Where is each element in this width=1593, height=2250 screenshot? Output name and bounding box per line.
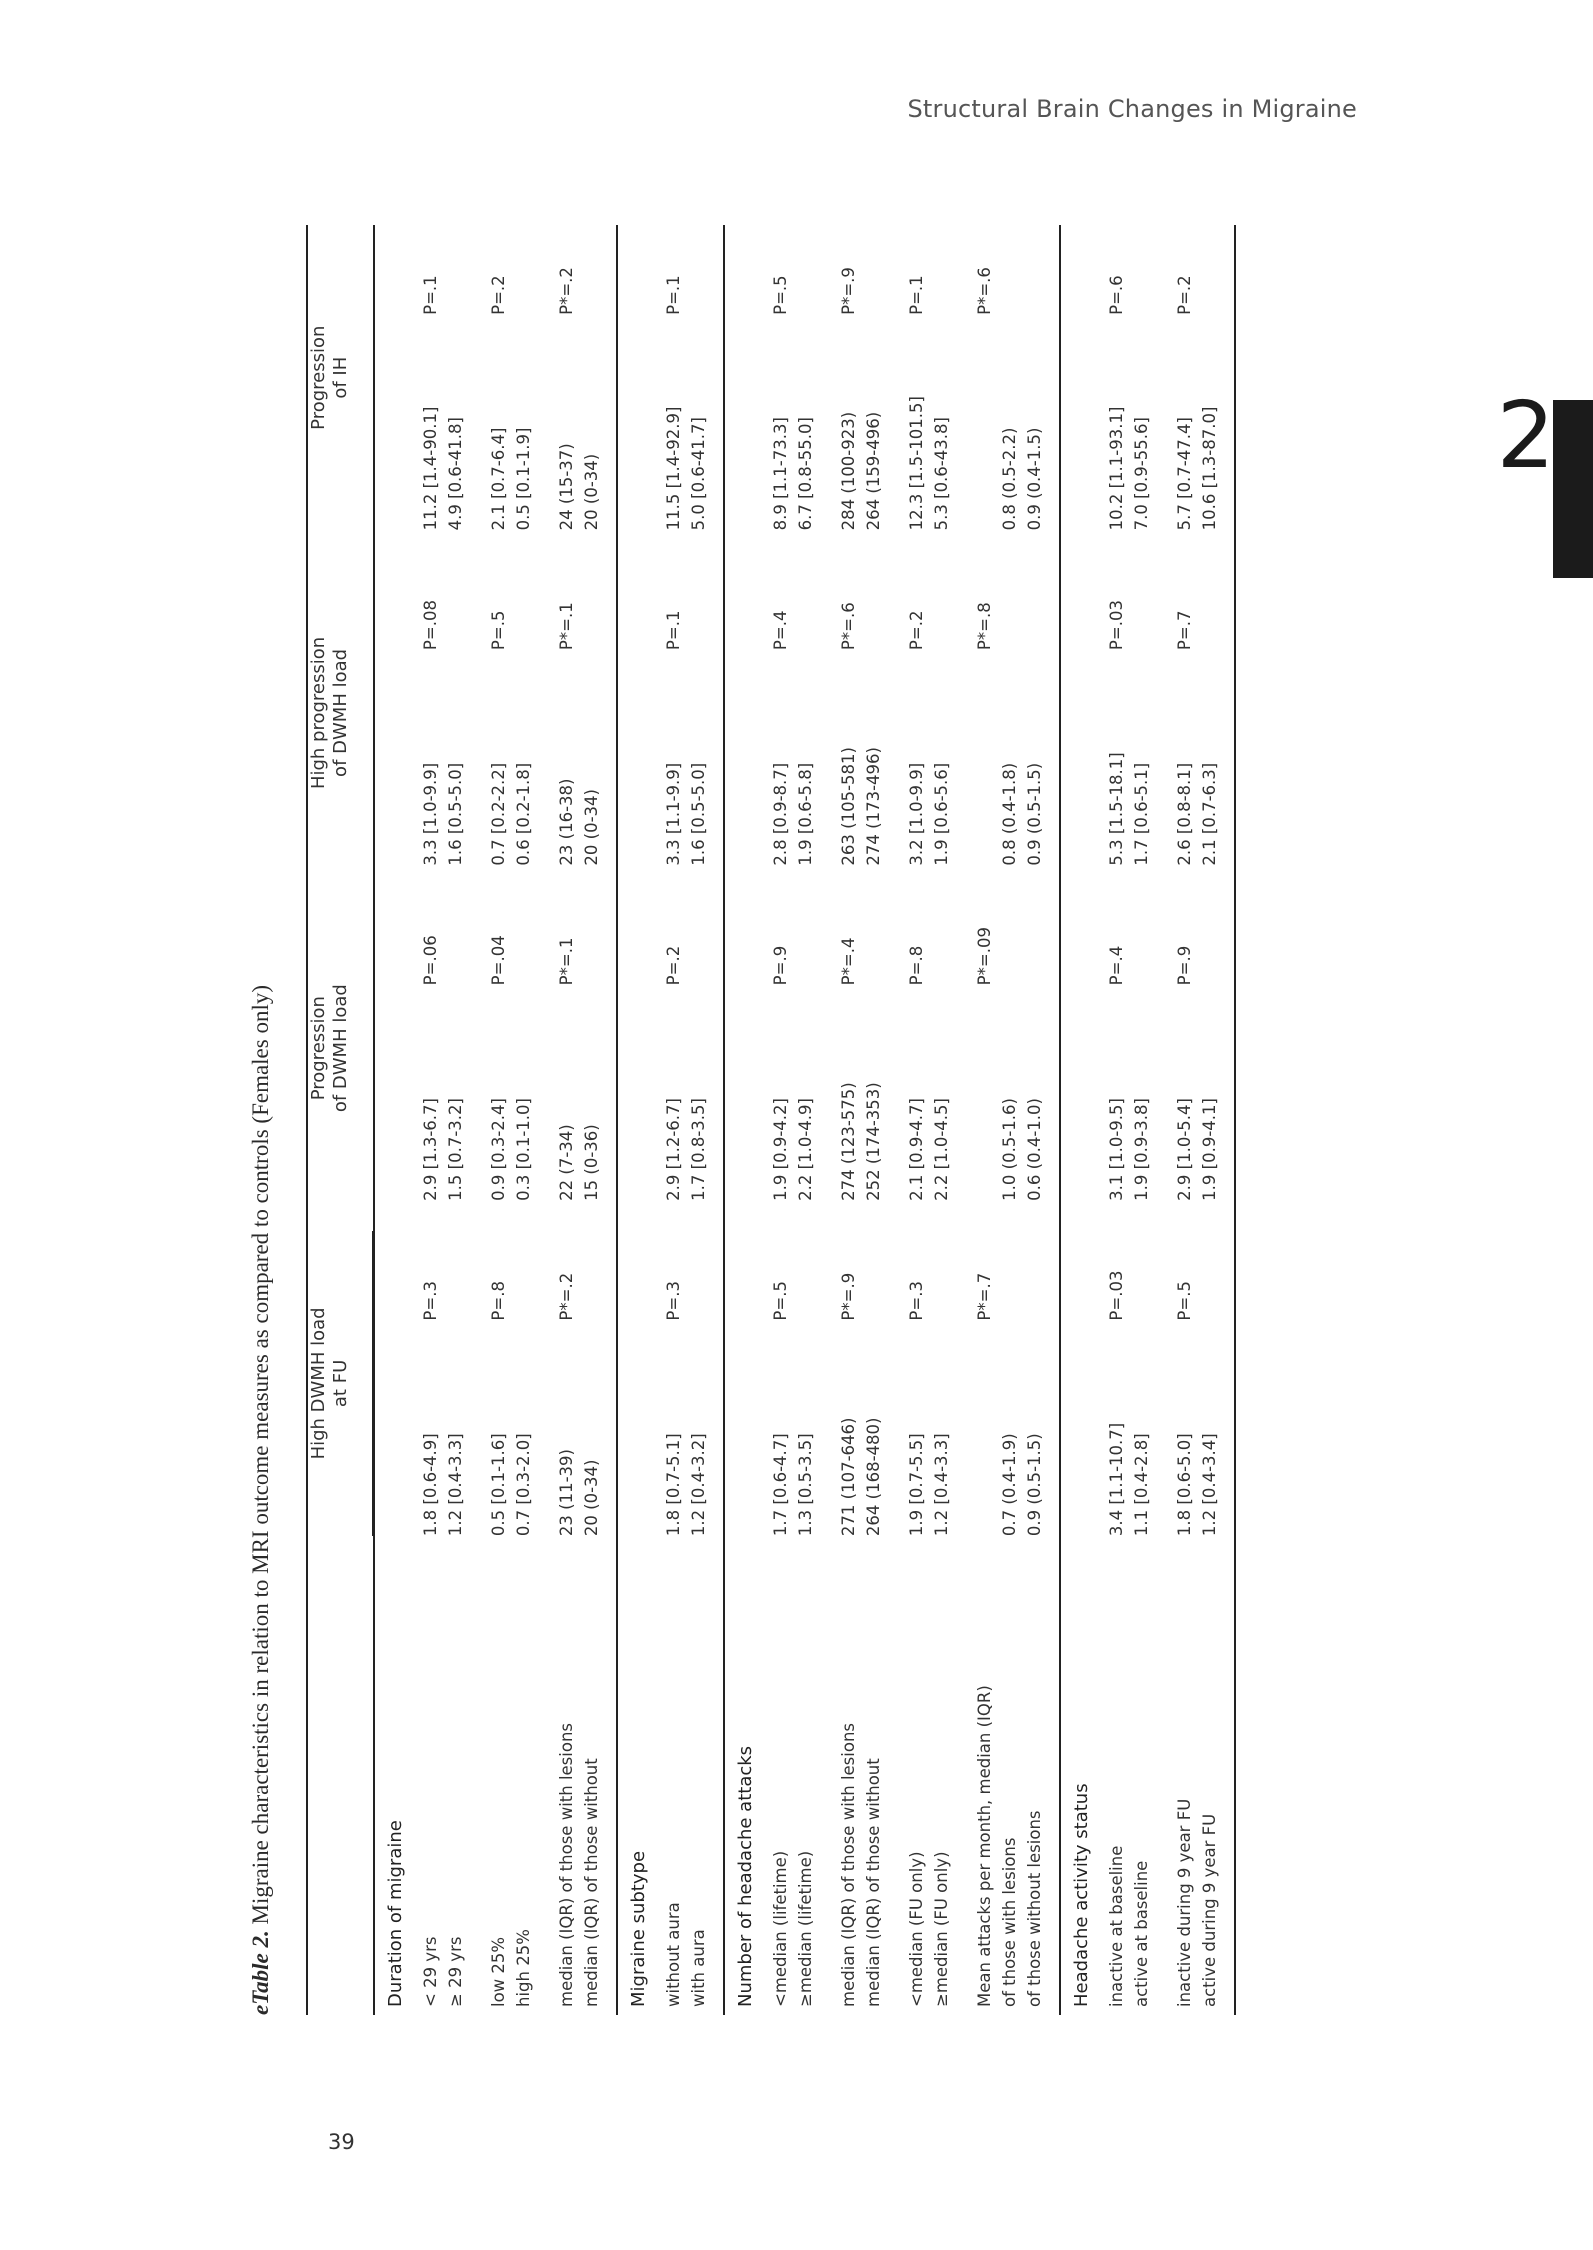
value-line: 1.7 [0.8-3.5] <box>689 1098 708 1201</box>
value-line: 0.5 [0.1-1.6] <box>489 1433 508 1537</box>
value-line: 264 (168-480) <box>864 1417 883 1537</box>
column-header-line: of IH <box>330 356 351 399</box>
column-gap <box>1166 530 1235 560</box>
p-value: P=.1 <box>664 610 683 651</box>
value-line <box>972 1321 997 1537</box>
caption-label: eTable 2. <box>248 1930 273 2015</box>
value-line: 2.9 [1.3-6.7] <box>421 1098 440 1201</box>
value-line: 15 (0-36) <box>582 1124 601 1201</box>
column-gap <box>548 530 617 560</box>
value-cell <box>898 985 966 1201</box>
value-line <box>972 985 997 1201</box>
row-label-line: active during 9 year FU <box>1200 1813 1219 2007</box>
column-header-line: Progression <box>308 325 329 430</box>
table-row <box>1166 225 1235 2015</box>
p-value: P=.5 <box>771 1281 790 1321</box>
value-cell <box>412 1321 480 1537</box>
p-value: P=.2 <box>489 275 508 315</box>
value-line: 0.6 (0.4-1.0) <box>1025 1098 1044 1201</box>
value-line: 0.9 [0.3-2.4] <box>489 1098 508 1201</box>
value-line: 1.2 [0.4-3.2] <box>689 1433 708 1537</box>
value-line: 5.3 [0.6-43.8] <box>932 417 951 531</box>
row-label <box>655 1536 724 2015</box>
value-line: 3.3 [1.1-9.9] <box>664 762 683 866</box>
p-value: P=.8 <box>907 945 926 986</box>
value-cell <box>548 1321 617 1537</box>
value-cell <box>830 315 898 531</box>
value-line: 11.5 [1.4-92.9] <box>664 406 683 531</box>
value-cell <box>1098 315 1166 531</box>
p-value: P=.3 <box>907 1281 926 1321</box>
column-gap <box>412 866 480 896</box>
header-corner <box>307 1536 374 2015</box>
column-header-group <box>308 1231 373 1536</box>
value-line: 5.7 [0.7-47.4] <box>1175 417 1194 531</box>
column-gap <box>966 866 1060 896</box>
p-value: P*=.9 <box>839 1272 858 1321</box>
value-line: 8.9 [1.1-73.3] <box>771 417 790 531</box>
table-row <box>412 225 480 2015</box>
p-value: P=.2 <box>907 610 926 651</box>
value-line: 1.6 [0.5-5.0] <box>446 762 465 866</box>
column-gap <box>1166 866 1235 896</box>
value-line: 0.8 (0.4-1.8) <box>1000 762 1019 866</box>
value-line: 1.7 [0.6-4.7] <box>771 1433 790 1537</box>
table-row <box>762 225 830 2015</box>
value-cell <box>1098 650 1166 866</box>
value-cell <box>480 985 548 1201</box>
running-header: Structural Brain Changes in Migraine <box>907 95 1357 123</box>
value-cell <box>762 985 830 1201</box>
column-gap <box>480 1201 548 1231</box>
section-title: Duration of migraine <box>374 225 412 2015</box>
value-cell <box>655 985 724 1201</box>
value-cell <box>1166 650 1235 866</box>
column-gap <box>655 866 724 896</box>
value-line: 1.5 [0.7-3.2] <box>446 1098 465 1201</box>
table-row <box>548 225 617 2015</box>
caption-text: Migraine characteristics in relation to MRI outcome measures as compared to controls (Females only) <box>248 984 273 1931</box>
column-gap <box>898 1201 966 1231</box>
value-line: 1.8 [0.6-5.0] <box>1175 1433 1194 1537</box>
value-line: 23 (11-39) <box>557 1449 576 1537</box>
value-line: 0.7 (0.4-1.9) <box>1000 1433 1019 1537</box>
rotated-table-block <box>248 200 1348 2040</box>
value-cell <box>1098 985 1166 1201</box>
column-gap <box>966 1201 1060 1231</box>
row-label <box>480 1536 548 2015</box>
column-gap <box>1098 866 1166 896</box>
row-label-line: of those without lesions <box>1025 1810 1044 2007</box>
column-gap <box>966 530 1060 560</box>
p-value: P*=.2 <box>557 267 576 315</box>
value-cell <box>966 650 1060 866</box>
column-gap <box>480 866 548 896</box>
value-line: 3.1 [1.0-9.5] <box>1107 1098 1126 1201</box>
value-cell <box>762 315 830 531</box>
table-row <box>480 225 548 2015</box>
value-line: 2.1 [0.7-6.3] <box>1200 762 1219 866</box>
row-label-line: inactive at baseline <box>1107 1845 1126 2007</box>
column-gap <box>830 866 898 896</box>
row-label-line: <median (FU only) <box>907 1851 926 2007</box>
column-gap <box>830 530 898 560</box>
value-line: 1.1 [0.4-2.8] <box>1132 1433 1151 1537</box>
row-label <box>966 1536 1060 2015</box>
value-line: 263 (105-581) <box>839 747 858 866</box>
column-gap <box>655 1201 724 1231</box>
p-value: P=.06 <box>421 935 440 986</box>
value-line: 284 (100-923) <box>839 411 858 531</box>
row-label-line: <median (lifetime) <box>771 1850 790 2007</box>
column-header <box>307 1231 374 1536</box>
value-cell <box>655 1321 724 1537</box>
p-value: P*=.4 <box>839 937 858 986</box>
p-value: P=.6 <box>1107 275 1126 315</box>
row-label-line: median (IQR) of those without <box>582 1758 601 2007</box>
column-header-row <box>307 225 374 2015</box>
value-line <box>972 315 997 531</box>
column-header <box>307 560 374 865</box>
value-cell <box>412 315 480 531</box>
value-line: 1.6 [0.5-5.0] <box>689 762 708 866</box>
column-gap <box>480 530 548 560</box>
section-row <box>374 225 412 2015</box>
table-row <box>966 225 1060 2015</box>
p-value: P=.5 <box>771 275 790 315</box>
value-line: 1.9 [0.6-5.6] <box>932 762 951 866</box>
value-line: 2.2 [1.0-4.9] <box>796 1098 815 1201</box>
p-value: P=.1 <box>907 275 926 315</box>
value-line: 0.5 [0.1-1.9] <box>514 427 533 531</box>
section-title: Number of headache attacks <box>724 225 762 2015</box>
value-line: 1.3 [0.5-3.5] <box>796 1433 815 1537</box>
p-value: P=.2 <box>664 945 683 986</box>
chapter-number: 2 <box>1496 382 1555 489</box>
section-row <box>724 225 762 2015</box>
value-cell <box>480 1321 548 1537</box>
value-cell <box>1166 985 1235 1201</box>
p-value: P*=.7 <box>975 1272 994 1321</box>
column-gap <box>655 530 724 560</box>
value-cell <box>480 650 548 866</box>
column-gap <box>762 866 830 896</box>
value-line: 252 (174-353) <box>864 1082 883 1201</box>
p-value: P=.2 <box>1166 225 1235 315</box>
value-cell <box>1098 1321 1166 1537</box>
p-value: P*=.2 <box>557 1272 576 1321</box>
p-value: P*=.8 <box>975 602 994 651</box>
column-header-line: of DWMH load <box>330 984 351 1113</box>
value-line: 0.7 [0.2-2.2] <box>489 762 508 866</box>
value-line: 1.2 [0.4-3.3] <box>446 1433 465 1537</box>
row-label <box>412 1536 480 2015</box>
etable-2 <box>306 225 1236 2015</box>
value-line: 2.6 [0.8-8.1] <box>1175 762 1194 866</box>
value-line: 3.2 [1.0-9.9] <box>907 762 926 866</box>
column-gap <box>1098 1201 1166 1231</box>
column-gap <box>898 866 966 896</box>
value-line: 2.9 [1.0-5.4] <box>1175 1098 1194 1201</box>
value-cell <box>762 1321 830 1537</box>
column-gap <box>548 1201 617 1231</box>
value-line: 2.8 [0.9-8.7] <box>771 762 790 866</box>
value-line: 20 (0-34) <box>582 789 601 866</box>
value-line: 264 (159-496) <box>864 411 883 531</box>
value-line: 4.9 [0.6-41.8] <box>446 417 465 531</box>
value-cell <box>966 315 1060 531</box>
p-value: P=.4 <box>771 610 790 651</box>
chapter-tab <box>1553 400 1593 578</box>
p-value: P*=.9 <box>839 267 858 315</box>
p-value: P=.5 <box>1166 1231 1235 1321</box>
row-label-line: active at baseline <box>1132 1860 1151 2007</box>
value-line: 1.2 [0.4-3.4] <box>1200 1433 1219 1537</box>
value-line: 11.2 [1.4-90.1] <box>421 406 440 531</box>
value-line: 20 (0-34) <box>582 453 601 531</box>
p-value: P=.3 <box>421 1281 440 1321</box>
value-line: 274 (123-575) <box>839 1082 858 1201</box>
value-line: 10.6 [1.3-87.0] <box>1200 406 1219 531</box>
table-row <box>655 225 724 2015</box>
column-gap <box>762 1201 830 1231</box>
row-label-line: median (IQR) of those with lesions <box>839 1722 858 2007</box>
column-gap <box>307 1201 374 1231</box>
value-cell <box>966 1321 1060 1537</box>
column-gap <box>412 530 480 560</box>
column-header-line: High progression <box>308 636 329 790</box>
p-value: P*=.1 <box>557 937 576 986</box>
row-label-line: median (IQR) of those without <box>864 1758 883 2007</box>
value-line: 1.9 [0.9-4.2] <box>771 1098 790 1201</box>
table-caption <box>248 215 274 2015</box>
table-header <box>307 225 374 2015</box>
value-line: 0.3 [0.1-1.0] <box>514 1098 533 1201</box>
row-label <box>830 1536 898 2015</box>
row-label-line: high 25% <box>514 1929 533 2007</box>
p-value: P=.9 <box>771 945 790 986</box>
row-label-line: ≥median (FU only) <box>932 1851 951 2007</box>
value-line: 2.1 [0.9-4.7] <box>907 1098 926 1201</box>
row-label <box>1166 1536 1235 2015</box>
row-label <box>548 1536 617 2015</box>
value-line: 12.3 [1.5-101.5] <box>907 396 926 531</box>
table-row <box>1098 225 1166 2015</box>
row-label-line: low 25% <box>489 1936 508 2007</box>
row-label-line: with aura <box>689 1929 708 2007</box>
p-value: P*=.6 <box>975 267 994 315</box>
p-value: P=.9 <box>1166 896 1235 986</box>
row-label-line: Mean attacks per month, median (IQR) <box>975 1685 994 2007</box>
value-line: 1.9 [0.9-3.8] <box>1132 1098 1151 1201</box>
value-cell <box>830 1321 898 1537</box>
section-row <box>617 225 655 2015</box>
value-line: 1.2 [0.4-3.3] <box>932 1433 951 1537</box>
value-line: 1.8 [0.7-5.1] <box>664 1433 683 1537</box>
p-value: P=.08 <box>421 600 440 651</box>
value-line: 6.7 [0.8-55.0] <box>796 417 815 531</box>
value-cell <box>480 315 548 531</box>
value-cell <box>655 650 724 866</box>
value-line: 3.3 [1.0-9.9] <box>421 762 440 866</box>
value-cell <box>1166 1321 1235 1537</box>
column-gap <box>830 1201 898 1231</box>
p-value: P=.5 <box>489 610 508 651</box>
value-line: 1.9 [0.9-4.1] <box>1200 1098 1219 1201</box>
column-gap <box>898 530 966 560</box>
value-cell <box>898 650 966 866</box>
column-header-line: at FU <box>330 1359 351 1408</box>
value-cell <box>830 985 898 1201</box>
value-line: 1.7 [0.6-5.1] <box>1132 762 1151 866</box>
row-label <box>1098 1536 1166 2015</box>
value-cell <box>412 650 480 866</box>
p-value: P*=.1 <box>557 602 576 651</box>
value-line: 2.9 [1.2-6.7] <box>664 1098 683 1201</box>
value-line: 274 (173-496) <box>864 747 883 866</box>
column-gap <box>307 866 374 896</box>
row-label-line: inactive during 9 year FU <box>1175 1798 1194 2007</box>
row-label-line: of those with lesions <box>1000 1837 1019 2007</box>
column-header <box>307 225 374 530</box>
value-line: 0.9 (0.4-1.5) <box>1025 427 1044 531</box>
column-gap <box>412 1201 480 1231</box>
value-cell <box>966 985 1060 1201</box>
value-line <box>972 650 997 866</box>
table-body <box>374 225 1235 2015</box>
page-number: 39 <box>328 2130 355 2154</box>
value-line: 7.0 [0.9-55.6] <box>1132 417 1151 531</box>
value-line: 5.3 [1.5-18.1] <box>1107 752 1126 866</box>
p-value: P=.8 <box>489 1281 508 1321</box>
value-line: 22 (7-34) <box>557 1124 576 1201</box>
value-line: 2.2 [1.0-4.5] <box>932 1098 951 1201</box>
value-line: 1.9 [0.7-5.5] <box>907 1433 926 1537</box>
section-title: Headache activity status <box>1060 225 1098 2015</box>
row-label-line: median (IQR) of those with lesions <box>557 1722 576 2007</box>
value-line: 1.8 [0.6-4.9] <box>421 1433 440 1537</box>
column-gap <box>1098 530 1166 560</box>
row-label-line: ≥ 29 yrs <box>446 1936 465 2007</box>
value-line: 23 (16-38) <box>557 778 576 866</box>
column-gap <box>548 866 617 896</box>
p-value: P=.03 <box>1107 1270 1126 1321</box>
p-value: P=.1 <box>421 275 440 315</box>
value-line: 3.4 [1.1-10.7] <box>1107 1422 1126 1537</box>
column-gap <box>762 530 830 560</box>
table-row <box>898 225 966 2015</box>
value-line: 24 (15-37) <box>557 443 576 531</box>
section-title: Migraine subtype <box>617 225 655 2015</box>
value-line: 0.6 [0.2-1.8] <box>514 762 533 866</box>
p-value: P=.3 <box>664 1281 683 1321</box>
value-cell <box>548 650 617 866</box>
column-gap <box>1166 1201 1235 1231</box>
p-value: P=.04 <box>489 935 508 986</box>
value-line: 1.0 (0.5-1.6) <box>1000 1098 1019 1201</box>
value-cell <box>830 650 898 866</box>
table-wrap <box>306 225 1236 2015</box>
value-line: 10.2 [1.1-93.1] <box>1107 406 1126 531</box>
value-cell <box>898 315 966 531</box>
row-label-line: without aura <box>664 1902 683 2007</box>
p-value: P=.4 <box>1107 945 1126 986</box>
column-header-line: of DWMH load <box>330 648 351 777</box>
value-line: 271 (107-646) <box>839 1417 858 1537</box>
row-label <box>898 1536 966 2015</box>
value-line: 0.9 (0.5-1.5) <box>1025 1433 1044 1537</box>
p-value: P=.7 <box>1166 560 1235 650</box>
value-cell <box>762 650 830 866</box>
value-line: 5.0 [0.6-41.7] <box>689 417 708 531</box>
column-header-line: Progression <box>308 996 329 1101</box>
p-value: P*=.09 <box>975 927 994 986</box>
column-gap <box>307 530 374 560</box>
row-label-line: < 29 yrs <box>421 1936 440 2007</box>
value-line: 0.9 (0.5-1.5) <box>1025 762 1044 866</box>
p-value: P=.03 <box>1107 600 1126 651</box>
value-cell <box>655 315 724 531</box>
value-cell <box>548 315 617 531</box>
p-value: P=.1 <box>664 275 683 315</box>
value-cell <box>412 985 480 1201</box>
p-value: P*=.6 <box>839 602 858 651</box>
value-cell <box>898 1321 966 1537</box>
value-line: 0.8 (0.5-2.2) <box>1000 427 1019 531</box>
column-header <box>307 896 374 1201</box>
value-line: 20 (0-34) <box>582 1459 601 1537</box>
table-row <box>830 225 898 2015</box>
value-line: 2.1 [0.7-6.4] <box>489 427 508 531</box>
row-label-line: ≥median (lifetime) <box>796 1850 815 2007</box>
value-line: 0.7 [0.3-2.0] <box>514 1433 533 1537</box>
value-cell <box>548 985 617 1201</box>
row-label <box>762 1536 830 2015</box>
section-row <box>1060 225 1098 2015</box>
value-line: 1.9 [0.6-5.8] <box>796 762 815 866</box>
value-cell <box>1166 315 1235 531</box>
column-header-line: High DWMH load <box>308 1307 329 1460</box>
